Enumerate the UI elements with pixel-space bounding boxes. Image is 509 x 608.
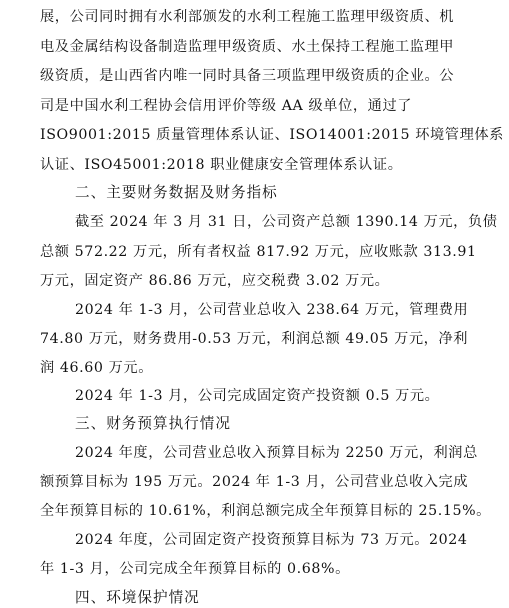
text-line: 展，公司同时拥有水利部颁发的水利工程施工监理甲级资质、机 [40,9,455,25]
text-line: 2024 年 1-3 月，公司营业总收入 238.64 万元，管理费用 [75,302,469,318]
text-line: 74.80 万元，财务费用-0.53 万元，利润总额 49.05 万元，净利 [40,331,469,347]
text-line: 总额 572.22 万元，所有者权益 817.92 万元，应收账款 313.91 [40,244,477,260]
text-line: 认证、ISO45001:2018 职业健康安全管理体系认证。 [40,157,403,173]
text-line: 2024 年 1-3 月，公司完成固定资产投资额 0.5 万元。 [75,388,440,404]
section-heading: 三、财务预算执行情况 [75,415,231,432]
text-line: 2024 年度，公司营业总收入预算目标为 2250 万元，利润总 [75,445,478,461]
text-line: 司是中国水利工程协会信用评价等级 AA 级单位，通过了 [40,98,413,114]
text-line: ISO9001:2015 质量管理体系认证、ISO14001:2015 环境管理体系 [40,127,504,143]
text-line: 额预算目标为 195 万元。2024 年 1-3 月，公司营业总收入完成 [40,474,469,490]
text-line: 截至 2024 年 3 月 31 日，公司资产总额 1390.14 万元，负债 [75,214,498,230]
text-line: 全年预算目标的 10.61%，利润总额完成全年预算目标的 25.15%。 [40,503,491,519]
section-heading: 四、环境保护情况 [75,589,200,606]
section-heading: 二、主要财务数据及财务指标 [75,184,278,201]
text-line: 电及金属结构设备制造监理甲级资质、水土保持工程施工监理甲 [40,39,455,55]
text-line: 万元，固定资产 86.86 万元，应交税费 3.02 万元。 [40,273,390,289]
text-line: 年 1-3 月，公司完成全年预算目标的 0.68%。 [40,561,350,577]
text-line: 级资质，是山西省内唯一同时具备三项监理甲级资质的企业。公 [40,68,455,84]
text-line: 2024 年度，公司固定资产投资预算目标为 73 万元。2024 [75,532,468,548]
text-line: 润 46.60 万元。 [40,360,153,376]
